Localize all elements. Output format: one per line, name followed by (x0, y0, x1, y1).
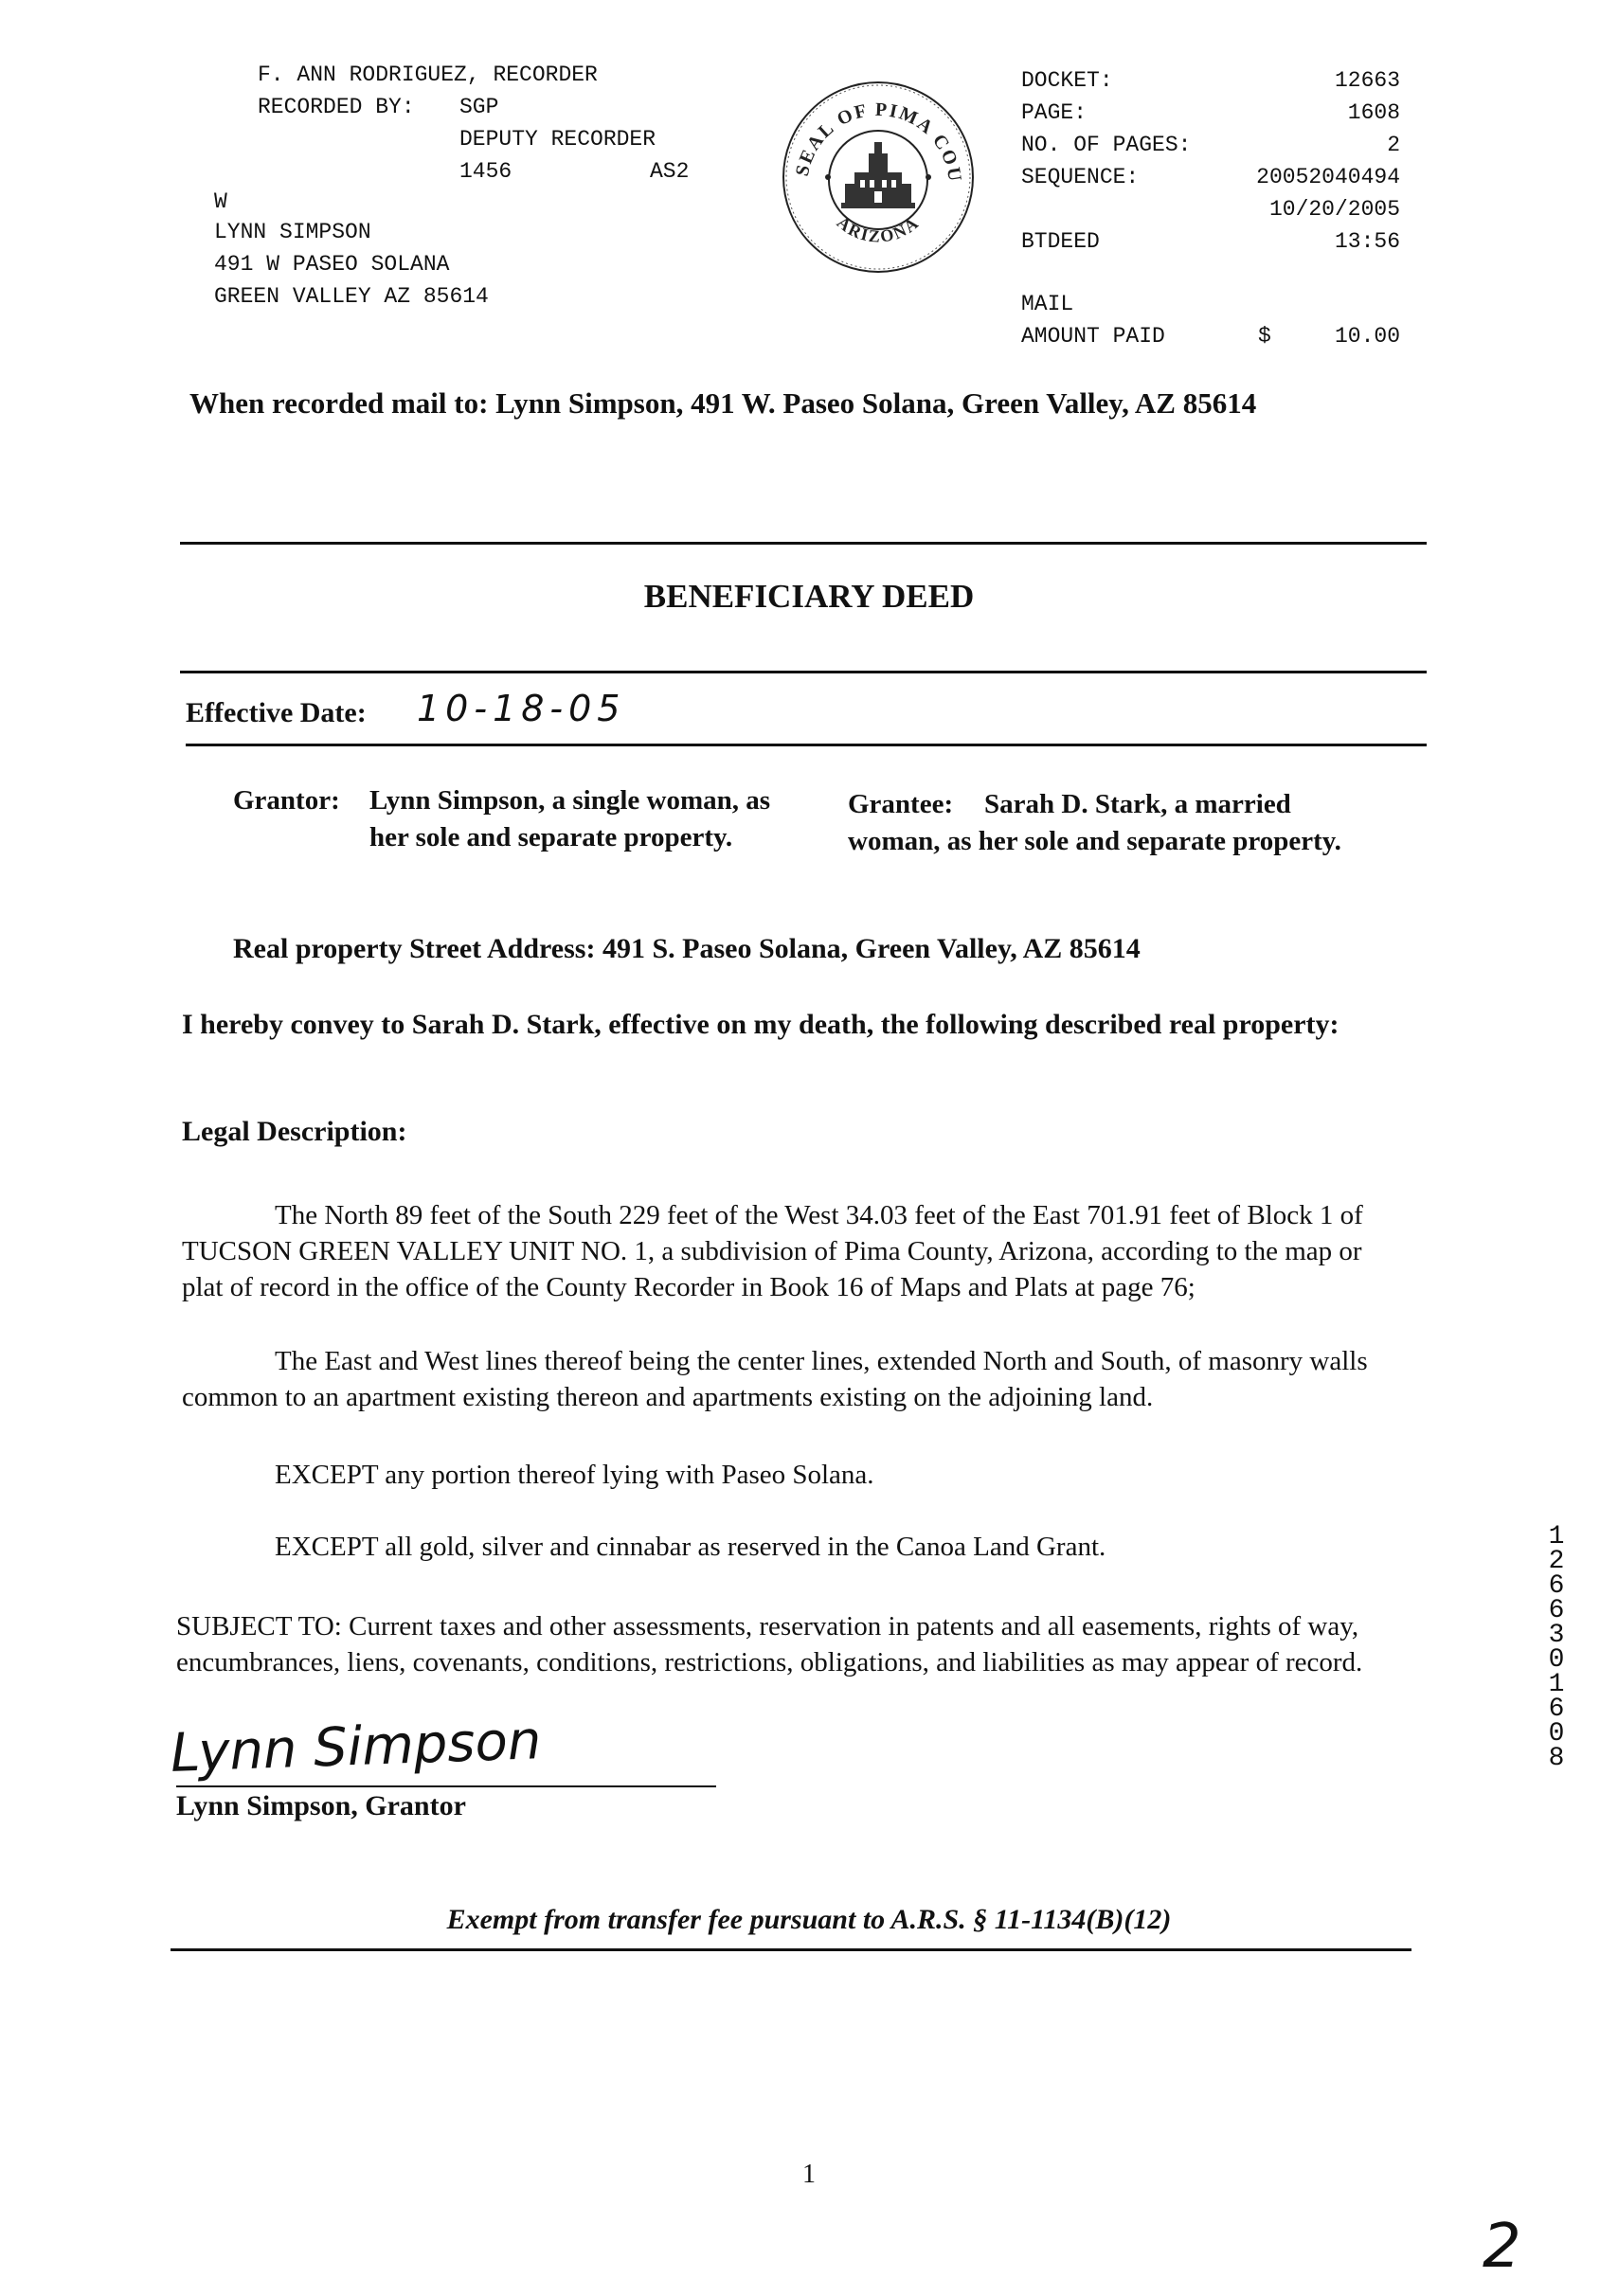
conveyance-statement: I hereby convey to Sarah D. Stark, effective on my death, the following described real property: (182, 1009, 1339, 1040)
legal-paragraph-2: The East and West lines thereof being the center lines, extended North and South, of masonry walls common to an apartment existing thereon and apartments existing on the adjoining land. (182, 1346, 1368, 1412)
signature-line (176, 1785, 716, 1787)
pima-county-seal (779, 78, 978, 277)
grantor-signature: Lynn Simpson (169, 1710, 543, 1785)
record-time: 13:56 (1334, 229, 1400, 254)
deputy-recorder: DEPUTY RECORDER (459, 127, 656, 152)
docket-label: DOCKET: (1021, 68, 1113, 93)
signature-caption: Lynn Simpson, Grantor (176, 1790, 466, 1821)
page-row (1021, 97, 1400, 129)
recorded-by-label: RECORDED BY: (258, 95, 415, 119)
seal-top-text: SEAL OF PIMA COU (791, 99, 966, 185)
svg-text:ARIZONA (834, 212, 924, 245)
mail-to-line: When recorded mail to: Lynn Simpson, 491 W. Paseo Solana, Green Valley, AZ 85614 (189, 386, 1257, 420)
document-title: BENEFICIARY DEED (643, 578, 975, 615)
amount-row (1021, 320, 1400, 352)
seal-bottom-text: ARIZONA (833, 212, 924, 246)
return-street: 491 W PASEO SOLANA (214, 252, 450, 277)
effective-date-value: 10-18-05 (417, 688, 626, 729)
type-row (1021, 225, 1400, 258)
seal-icon (779, 78, 978, 277)
legal-paragraph-3: EXCEPT any portion thereof lying with Paseo Solana. (275, 1460, 874, 1490)
grantee-text: Sarah D. Stark, a married woman, as her sole and separate property. (848, 789, 1341, 856)
pages-label: NO. OF PAGES: (1021, 133, 1192, 157)
amount-label: AMOUNT PAID (1021, 324, 1165, 349)
divider-effective (186, 744, 1427, 746)
divider-top (180, 542, 1427, 545)
currency-symbol: $ (1258, 324, 1271, 349)
legal-paragraph-4: EXCEPT all gold, silver and cinnabar as reserved in the Canoa Land Grant. (275, 1532, 1106, 1562)
amount-value: 10.00 (1334, 324, 1400, 349)
recorder-name: F. ANN RODRIGUEZ, RECORDER (258, 63, 598, 87)
grantor-label: Grantor: (233, 785, 340, 816)
subject-to-clause: SUBJECT TO: Current taxes and other assessments, reservation in patents and all easements, rights of way, encumbrances, liens, covenants, conditions, restrictions, obligations, and liabilities as may appear of record. (176, 1611, 1363, 1677)
pages-row (1021, 129, 1400, 161)
recorder-w: W (214, 189, 227, 214)
legal-description-heading: Legal Description: (182, 1116, 407, 1147)
effective-date-label: Effective Date: (186, 697, 367, 728)
doc-type: BTDEED (1021, 229, 1100, 254)
mail-label: MAIL (1021, 292, 1074, 316)
recorder-code-2: AS2 (650, 159, 690, 184)
corner-mark: 2 (1483, 2212, 1521, 2282)
recorder-code-1: 1456 (459, 159, 512, 184)
property-address: Real property Street Address: 491 S. Paseo Solana, Green Valley, AZ 85614 (233, 933, 1141, 964)
divider-title (180, 671, 1427, 673)
divider-bottom (171, 1948, 1411, 1951)
page-value: 1608 (1347, 100, 1400, 125)
grantor-text: Lynn Simpson, a single woman, as her sole and separate property. (369, 785, 771, 852)
record-date: 10/20/2005 (1268, 197, 1400, 222)
pages-value: 2 (1387, 133, 1400, 157)
side-record-stamp: 12663 01608 (1548, 1522, 1565, 1773)
recorded-by-value: SGP (459, 95, 499, 119)
docket-value: 12663 (1334, 68, 1400, 93)
return-name: LYNN SIMPSON (214, 220, 371, 244)
legal-paragraph-1: The North 89 feet of the South 229 feet of the West 34.03 feet of the East 701.91 feet of Block 1 of TUCSON GREEN VALLEY UNIT NO. 1, a subdivision of Pima County, Arizona, according to the map or plat of record in the office of the County Recorder in Book 16 of Maps and Plats at page 76; (182, 1200, 1363, 1302)
page-label: PAGE: (1021, 100, 1088, 125)
grantee-label: Grantee: (848, 789, 954, 819)
exempt-statement: Exempt from transfer fee pursuant to A.R.S. § 11-1134(B)(12) (446, 1904, 1172, 1935)
sequence-value: 20052040494 (1256, 165, 1400, 189)
docket-row (1021, 64, 1400, 97)
sequence-label: SEQUENCE: (1021, 165, 1140, 189)
return-city: GREEN VALLEY AZ 85614 (214, 284, 489, 309)
date-row (1021, 193, 1400, 225)
sequence-row (1021, 161, 1400, 193)
page-number: 1 (802, 2160, 816, 2189)
